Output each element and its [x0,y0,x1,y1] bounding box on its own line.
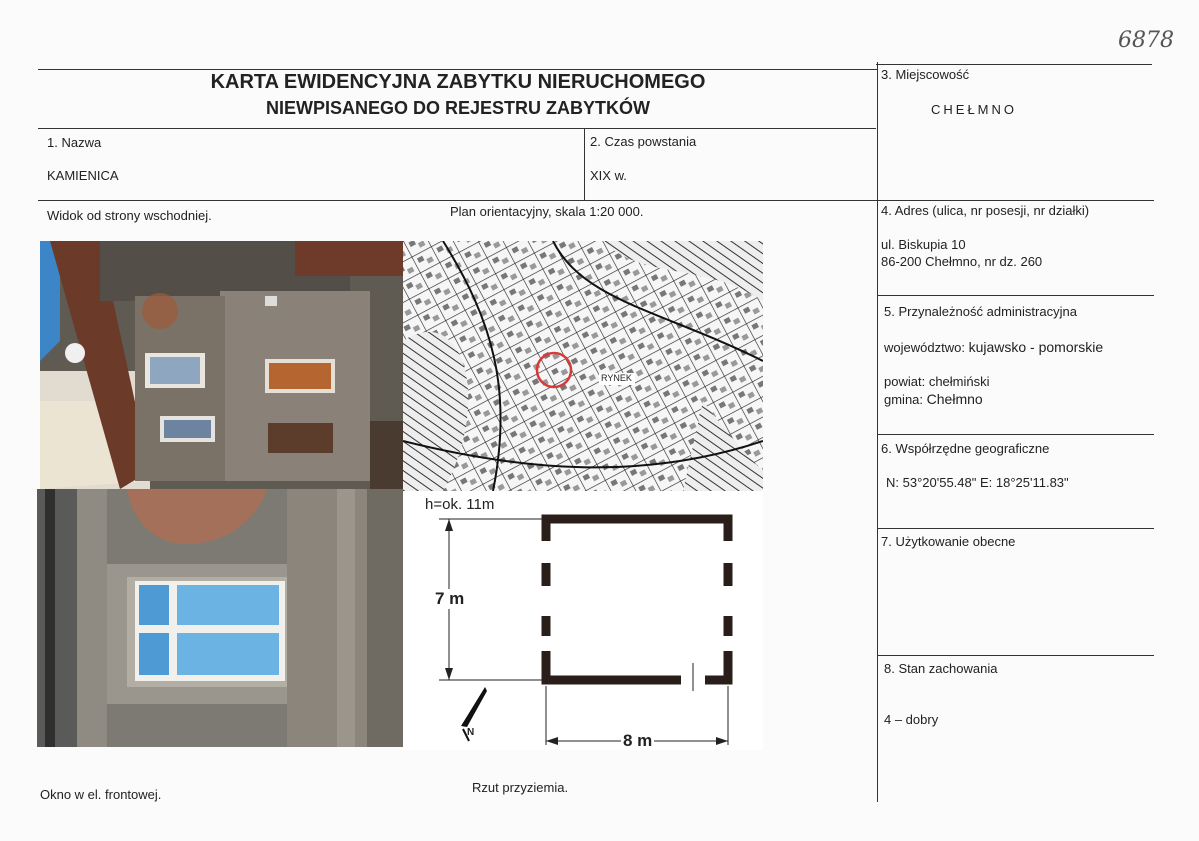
condition-label: 8. Stan zachowania [884,661,998,676]
width-dimension-label: 8 m [623,731,653,750]
use-label: 7. Użytkowanie obecne [881,534,1016,549]
commune-label: gmina: [884,392,924,407]
voivodeship-label: województwo: [884,340,965,355]
building-outline [546,519,728,680]
address-line2: 86-200 Chełmno, nr dz. 260 [881,254,1043,269]
caption-ground-plan: Rzut przyziemia. [472,780,569,795]
sep-address [877,295,1154,296]
name-period-divider [584,129,585,200]
fields-bottom-border [38,200,1154,201]
period-value: XIX w. [590,168,627,183]
page-title: KARTA EWIDENCYJNA ZABYTKU NIERUCHOMEGO [210,71,706,93]
north-label: N [467,727,475,738]
county-row [884,374,990,389]
place-value: CHEŁMNO [931,102,1018,117]
window-photo [37,489,403,747]
admin-label: 5. Przynależność administracyjna [884,304,1077,319]
commune-value: Chełmno [926,391,983,407]
side-dimension-label: 7 m [435,589,465,608]
condition-value: 4 – dobry [884,712,939,727]
name-label: 1. Nazwa [47,135,102,150]
address-label: 4. Adres (ulica, nr posesji, nr działki) [881,203,1090,218]
voivodeship-row [884,339,1103,355]
period-label: 2. Czas powstania [590,134,697,149]
sep-admin [877,434,1154,435]
caption-view-east: Widok od strony wschodniej. [47,208,212,223]
commune-row [884,391,983,407]
name-value: KAMIENICA [47,168,119,183]
coords-value: N: 53°20'55.48" E: 18°25'11.83" [886,475,1069,490]
orientation-map [403,241,763,491]
place-label: 3. Miejscowość [881,67,970,82]
coords-label: 6. Współrzędne geograficzne [881,441,1050,456]
sep-use [877,655,1154,656]
address-line1: ul. Biskupia 10 [881,237,966,252]
top-border [38,69,878,70]
floor-plan [403,491,763,750]
height-label: h=ok. 11m [425,496,495,513]
column-divider [877,62,878,802]
sep-coords [877,528,1154,529]
map-rynek-label: RYNEK [601,373,632,383]
county-label: powiat: [884,374,926,389]
title-bottom-border [38,128,876,129]
facade-east-photo [40,241,403,489]
top-border-right [876,64,1152,65]
county-value: chełmiński [928,374,990,389]
caption-window: Okno w el. frontowej. [40,787,162,802]
reference-number: 6878 [1118,28,1174,53]
caption-plan: Plan orientacyjny, skala 1:20 000. [450,204,644,219]
page-subtitle: NIEWPISANEGO DO REJESTRU ZABYTKÓW [265,98,651,118]
voivodeship-value: kujawsko - pomorskie [968,339,1104,355]
